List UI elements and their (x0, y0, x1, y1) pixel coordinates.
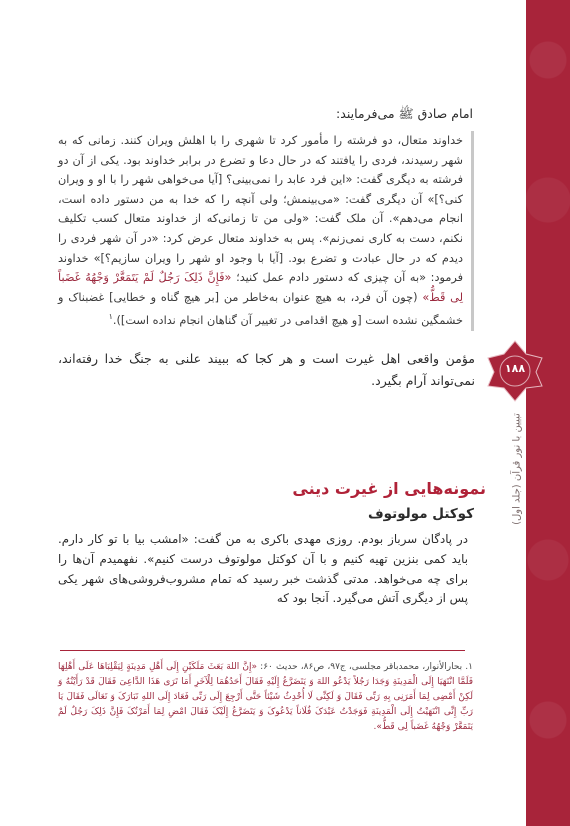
quote-line: هیچ عنوان به‌خاطر من [بر هیچ گناه و خطایی] غضبناک و خشمگین نشده (58, 290, 463, 328)
footnote-arabic: «إِنَّ اللهَ بَعَثَ مَلَکَیْنِ إِلَی أَهْلِ مَدِینَةٍ لِیَقْلِبَاهَا عَلَی أَهْلِهَا فَلَمَّا انْتَهَیَا إِلَی الْمَدِینَةِ وَجَدَا رَجُلاً یَدْعُو اللهَ وَ یَتَضَرَّعُ إِلَیْهِ فَقَالَ أَحَدُهُمَا لِلْآخَرِ أَمَا تَرَی هَذَا الدَّاعِیَ فَقَالَ قَدْ رَأَیْتُهُ وَ لَکِنْ أَمْضِی لِمَا أَمَرَنِی بِهِ رَبِّی فَقَالَ وَ لَکِنِّی لَا أُحْدِثُ شَیْئاً حَتَّی أَرْجِعَ إِلَی رَبِّی فَعَادَ إِلَی اللهِ تَبَارَکَ وَ تَعَالَی فَقَالَ یَا رَبِّ إِنِّی انْتَهَیْتُ إِلَی الْمَدِینَةِ فَوَجَدْتُ عَبْدَکَ فُلَاناً یَدْعُوکَ وَ یَتَضَرَّعُ إِلَیْکَ فَقَالَ امْضِ لِمَا أَمَرْتُکَ فَإِنَّ ذَلِکَ رَجُلٌ لَمْ یَتَمَعَّرْ وَجْهُهُ غَضَباً لِی قَطُّ». (58, 662, 473, 732)
story-line: کار دارم. باید کمی بنزین تهیه کنیم و با آن کوکتل مولوتوف درست کنیم». (58, 532, 468, 566)
quote-line: شهر را با او و ویران کنی؟]» آن دیگری گفت: «می‌بینمش؛ ولی آنچه را که خدا (58, 173, 463, 206)
story-line: مشروب‌فروشی‌های شهر یکی پس از دیگری آتش می‌گیرد. آنجا بود که (58, 571, 468, 606)
footnote-source: بحارالأنوار، محمدباقر مجلسی، ج۹۷، ص۸۶، حدیث ۶۰: (260, 662, 463, 672)
intro-line: امام صادق ﷺ می‌فرمایند: (336, 106, 473, 121)
story-line: نفهمیدم آن‌ها را برای چه می‌خواهد. مدتی گذشت خبر رسید که تمام (58, 551, 469, 586)
story-paragraph (58, 530, 468, 609)
hadith-quote (58, 131, 474, 331)
footnote-number: ۱. (465, 662, 473, 672)
quote-line: است [و هیچ اقدامی در تغییر آن گناهان انجام نداده است]). (112, 314, 389, 328)
quote-line: به من دستور داده است، انجام می‌دهم». آن ملک گفت: «ولی من تا زمانی‌که (58, 192, 464, 226)
decorative-sidebar (526, 0, 570, 826)
quote-line: متعال عرض کرد: «در آن شهر فردی را دیدم که در حال عبادت و تضرع بود. (58, 231, 463, 265)
footnote-mark[interactable]: ۱ (108, 312, 113, 322)
story-line: در پادگان سرباز بودم. روزی مهدی باکری به من گفت: «امشب بیا با تو (108, 532, 469, 546)
footnote (58, 660, 473, 735)
quote-line: دادم عمل کنید؛ (231, 271, 310, 285)
quote-line: یکی از آن دو فرشته به دیگری گفت: «این فرد عابد را نمی‌بینی؟ [آیا می‌خواهی (58, 153, 464, 187)
footnote-divider (60, 650, 465, 651)
section-subtitle: کوکتل مولوتوف (368, 506, 474, 522)
quote-arabic: «فَإِنَّ ذَلِکَ رَجُلٌ لَمْ یَتَمَعَّرْ وَجْهُهُ غَضَباً لِی قَطُّ» (58, 271, 464, 304)
section-title: نمونه‌هایی از غیرت دینی (292, 479, 486, 498)
page-number: ۱۸۸ (504, 362, 526, 375)
quote-line: از خداوند متعال کسب تکلیف نکنم، دست به کاری نمی‌زنم». پس به خداوند (58, 212, 464, 245)
quote-line: خداوند متعال، دو فرشته را مأمور کرد تا شهری را با اهلش ویران کنند. زمانی (88, 134, 463, 147)
quote-line: [آیا با وجود او شهر را ویران سازیم؟]» خداوند فرمود: «به آن چیزی که دستور (58, 251, 464, 285)
quote-line: (چون آن فرد، به (336, 290, 423, 304)
running-title-text: تبیین با نور قرآن (جلد اول) (511, 413, 523, 525)
running-title (510, 404, 524, 534)
main-paragraph: مؤمن واقعی اهل غیرت است و هر کجا که ببیند علنی به جنگ خدا رفته‌اند، نمی‌تواند آرام بگیرد. (58, 351, 475, 388)
quote-line: که به شهر رسیدند، فردی را یافتند که در حال دعا و تضرع در برابر خداوند بود. (58, 134, 464, 167)
